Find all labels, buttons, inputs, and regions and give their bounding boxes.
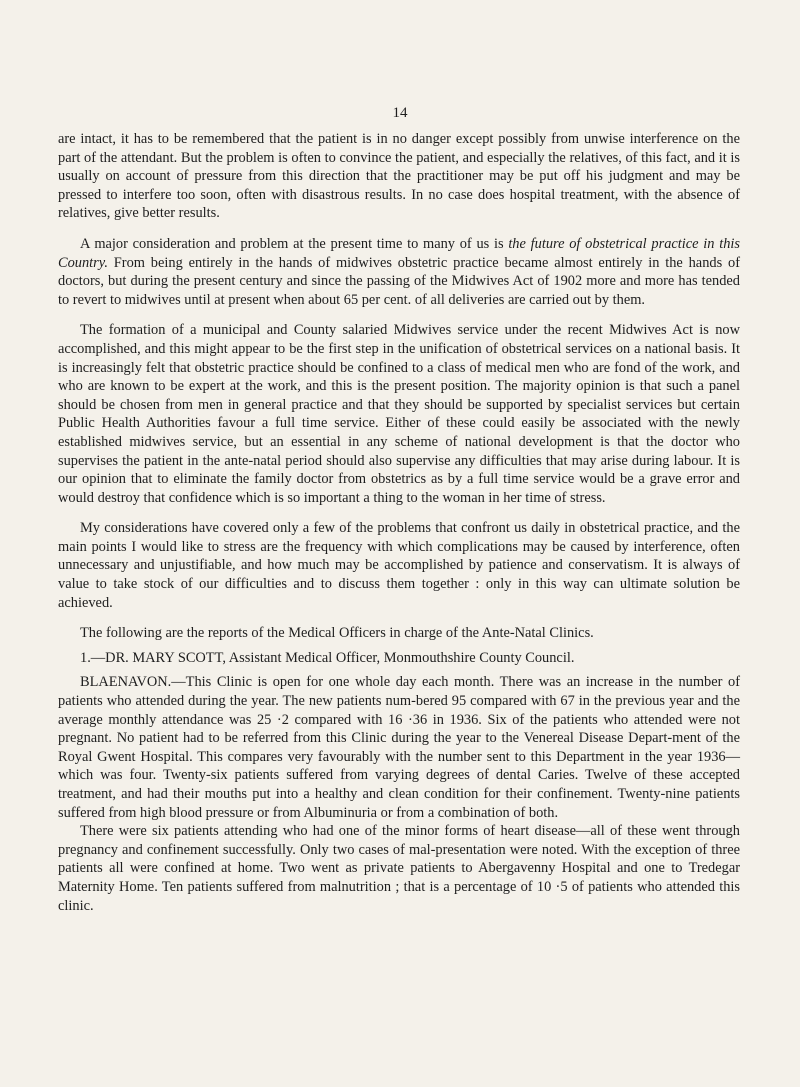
paragraph-blaenavon-clinic: BLAENAVON.—This Clinic is open for one whole day each month. There was an increase in the number of patients who attended during the year. The new patients num-bered 95 compared with 67 in the previous year and the average monthly attendance was 25 ·2 compared with 16 ·36 in 1936. Six of the patients who attended were not pregnant. No patient had to be referred from this Clinic during the year to the Venereal Disease Depart-ment of the Royal Gwent Hospital. This compares very favourably with the number sent to this Department in the year 1936—which was four. Twenty-six patients suffered from varying degrees of dental Caries. Twelve of these accepted treatment, and had their mouths put into a healthy and clean condition for their confinement. Twenty-nine patients suffered from high blood pressure or from Albuminuria or from a combination of both. <box>58 674 740 821</box>
paragraph-future-emphasis: the future of obstetrical practice in this Country. <box>58 235 741 271</box>
paragraph-intact-patient: are intact, it has to be remembered that the patient is in no danger except possibly from unwise interference on the part of the attendant. But the problem is often to convince the patient, and especially the relatives, of this fact, and it is usually on account of pressure from this direction that the practitioner may be put off his judgment and may be pressed to interfere too soon, often with disastrous results. In no case does hospital treatment, with the absence of relatives, give better results. <box>58 131 740 222</box>
paragraph-reports-intro: The following are the reports of the Medical Officers in charge of the Ante-Natal Clinics. <box>80 625 594 642</box>
report-heading-dr-mary-scott: 1.—DR. MARY SCOTT, Assistant Medical Officer, Monmouthshire County Council. <box>80 649 575 666</box>
paragraph-future-obstetric-practice <box>58 235 740 309</box>
page-body <box>58 130 740 927</box>
paragraph-considerations: My considerations have covered only a few of the problems that confront us daily in obstetrical practice, and the main points I would like to stress are the frequency with which complications may be caused by interference, often unnecessary and unjustifiable, and how much may be accomplished by patience and conservatism. It is always of value to take stock of our difficulties and to discuss them together : only in this way can ultimate solution be achieved. <box>58 520 740 611</box>
page-number: 14 <box>392 105 408 121</box>
paragraph-heart-disease: There were six patients attending who had one of the minor forms of heart disease—all of these went through pregnancy and confinement successfully. Only two cases of mal-presentation were noted. With the exception of three patients all were confined at home. Two went as private patients to Abergavenny Hospital and one to Tredegar Maternity Home. Ten patients suffered from malnutrition ; that is a percentage of 10 ·5 of patients who attended this clinic. <box>58 823 740 914</box>
paragraph-midwives-service: The formation of a municipal and County salaried Midwives service under the recent Midwives Act is now accomplished, and this might appear to be the first step in the unification of obstetrical services on a national basis. It is increasingly felt that obstetric practice should be confined to a class of medical men who are fond of the work, and who are known to be expert at the work, and this is the present position. The majority opinion is that such a panel should be chosen from men in general practice and that they should be supported by specialist services but certain Public Health Authorities favour a full time service. Either of these could easily be associated with the newly established midwives service, but an essential in any scheme of national development is that the doctor who supervises the patient in the ante-natal period should also supervise any difficulties that may arise during labour. It is our opinion that to eliminate the family doctor from obstetrics as by a full time service would be a grave error and would destroy that confidence which is so important a thing to the woman in her time of stress. <box>58 322 740 506</box>
paragraph-future-rest: From being entirely in the hands of midwives obstetric practice became almost entirely in the hands of doctors, but during the present century and since the passing of the Midwives Act of 1902 more and more has tended to revert to midwives until at present when about 65 per cent. of all deliveries are carried out by them. <box>58 254 740 308</box>
paragraph-future-lead: A major consideration and problem at the present time to many of us is <box>80 235 509 252</box>
